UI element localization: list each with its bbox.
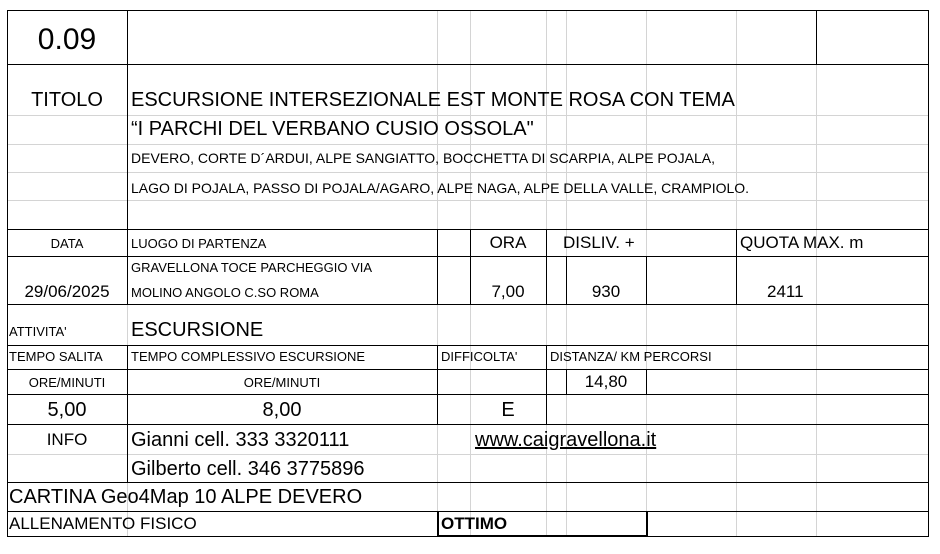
border	[928, 10, 929, 537]
route-line-2: LAGO DI POJALA, PASSO DI POJALA/AGARO, ALPE NAGA, ALPE DELLA VALLE, CRAMPIOLO.	[131, 180, 750, 196]
departure-line-2: MOLINO ANGOLO C.SO ROMA	[131, 285, 319, 300]
max-altitude-header: QUOTA MAX. m	[740, 233, 864, 252]
training-label: ALLENAMENTO FISICO	[9, 514, 197, 533]
border	[437, 345, 438, 425]
distance-value: 14,80	[584, 372, 628, 391]
border	[7, 304, 929, 305]
gridline	[816, 10, 817, 537]
border	[7, 256, 929, 257]
border	[127, 229, 128, 305]
border	[7, 394, 929, 395]
ascent-time-label: TEMPO SALITA	[9, 349, 103, 364]
ascent-time-unit: ORE/MINUTI	[28, 375, 106, 390]
gridline	[7, 454, 929, 455]
map-info: CARTINA Geo4Map 10 ALPE DEVERO	[9, 486, 363, 508]
gridline	[7, 200, 929, 201]
gridline	[7, 172, 929, 173]
departure-header: LUOGO DI PARTENZA	[131, 236, 267, 251]
gridline	[7, 115, 929, 116]
title-label: TITOLO	[31, 89, 103, 111]
distance-label: DISTANZA/ KM PERCORSI	[550, 349, 712, 364]
border	[127, 424, 128, 483]
activity-label: ATTIVITA'	[9, 324, 67, 339]
border	[816, 10, 817, 65]
border	[437, 511, 439, 537]
info-label: INFO	[46, 430, 88, 449]
border	[646, 511, 648, 537]
title-line-2: “I PARCHI DEL VERBANO CUSIO OSSOLA"	[131, 118, 534, 140]
total-time-value: 8,00	[262, 399, 302, 421]
difficulty-label: DIFFICOLTA'	[441, 349, 518, 364]
title-line-1: ESCURSIONE INTERSEZIONALE EST MONTE ROSA CON TEMA	[131, 89, 735, 111]
border	[437, 535, 648, 537]
ascent-time-value: 5,00	[47, 399, 87, 421]
border	[546, 345, 547, 425]
border	[7, 229, 929, 230]
border	[546, 229, 547, 305]
border	[7, 424, 929, 425]
border	[127, 64, 128, 230]
activity-value: ESCURSIONE	[131, 319, 264, 341]
border	[646, 369, 647, 395]
departure-line-1: GRAVELLONA TOCE PARCHEGGIO VIA	[131, 260, 373, 275]
training-value: OTTIMO	[441, 514, 508, 533]
time-value: 7,00	[491, 282, 525, 301]
elevation-gain-value: 930	[591, 282, 621, 301]
border	[7, 369, 929, 370]
time-header: ORA	[489, 233, 527, 252]
difficulty-value: E	[501, 399, 515, 421]
border	[127, 10, 128, 65]
total-time-label: TEMPO COMPLESSIVO ESCURSIONE	[131, 349, 366, 364]
route-line-1: DEVERO, CORTE D´ARDUI, ALPE SANGIATTO, BOCCHETTA DI SCARPIA, ALPE POJALA,	[131, 150, 715, 166]
max-altitude-value: 2411	[767, 282, 804, 301]
contact-1: Gianni cell. 333 3320111	[131, 429, 350, 451]
border	[646, 256, 647, 305]
border	[437, 229, 438, 305]
date-header: DATA	[50, 236, 84, 251]
website-link[interactable]: www.caigravellona.it	[475, 429, 657, 451]
border	[7, 511, 929, 512]
border	[7, 345, 929, 346]
sheet-code: 0.09	[37, 23, 97, 56]
elevation-gain-header: DISLIV. +	[563, 233, 635, 252]
border	[7, 482, 929, 483]
border	[7, 10, 929, 11]
border	[7, 64, 929, 65]
gridline	[7, 144, 929, 145]
border	[736, 229, 737, 305]
contact-2: Gilberto cell. 346 3775896	[131, 458, 365, 480]
total-time-unit: ORE/MINUTI	[243, 375, 321, 390]
date-value: 29/06/2025	[24, 282, 110, 301]
